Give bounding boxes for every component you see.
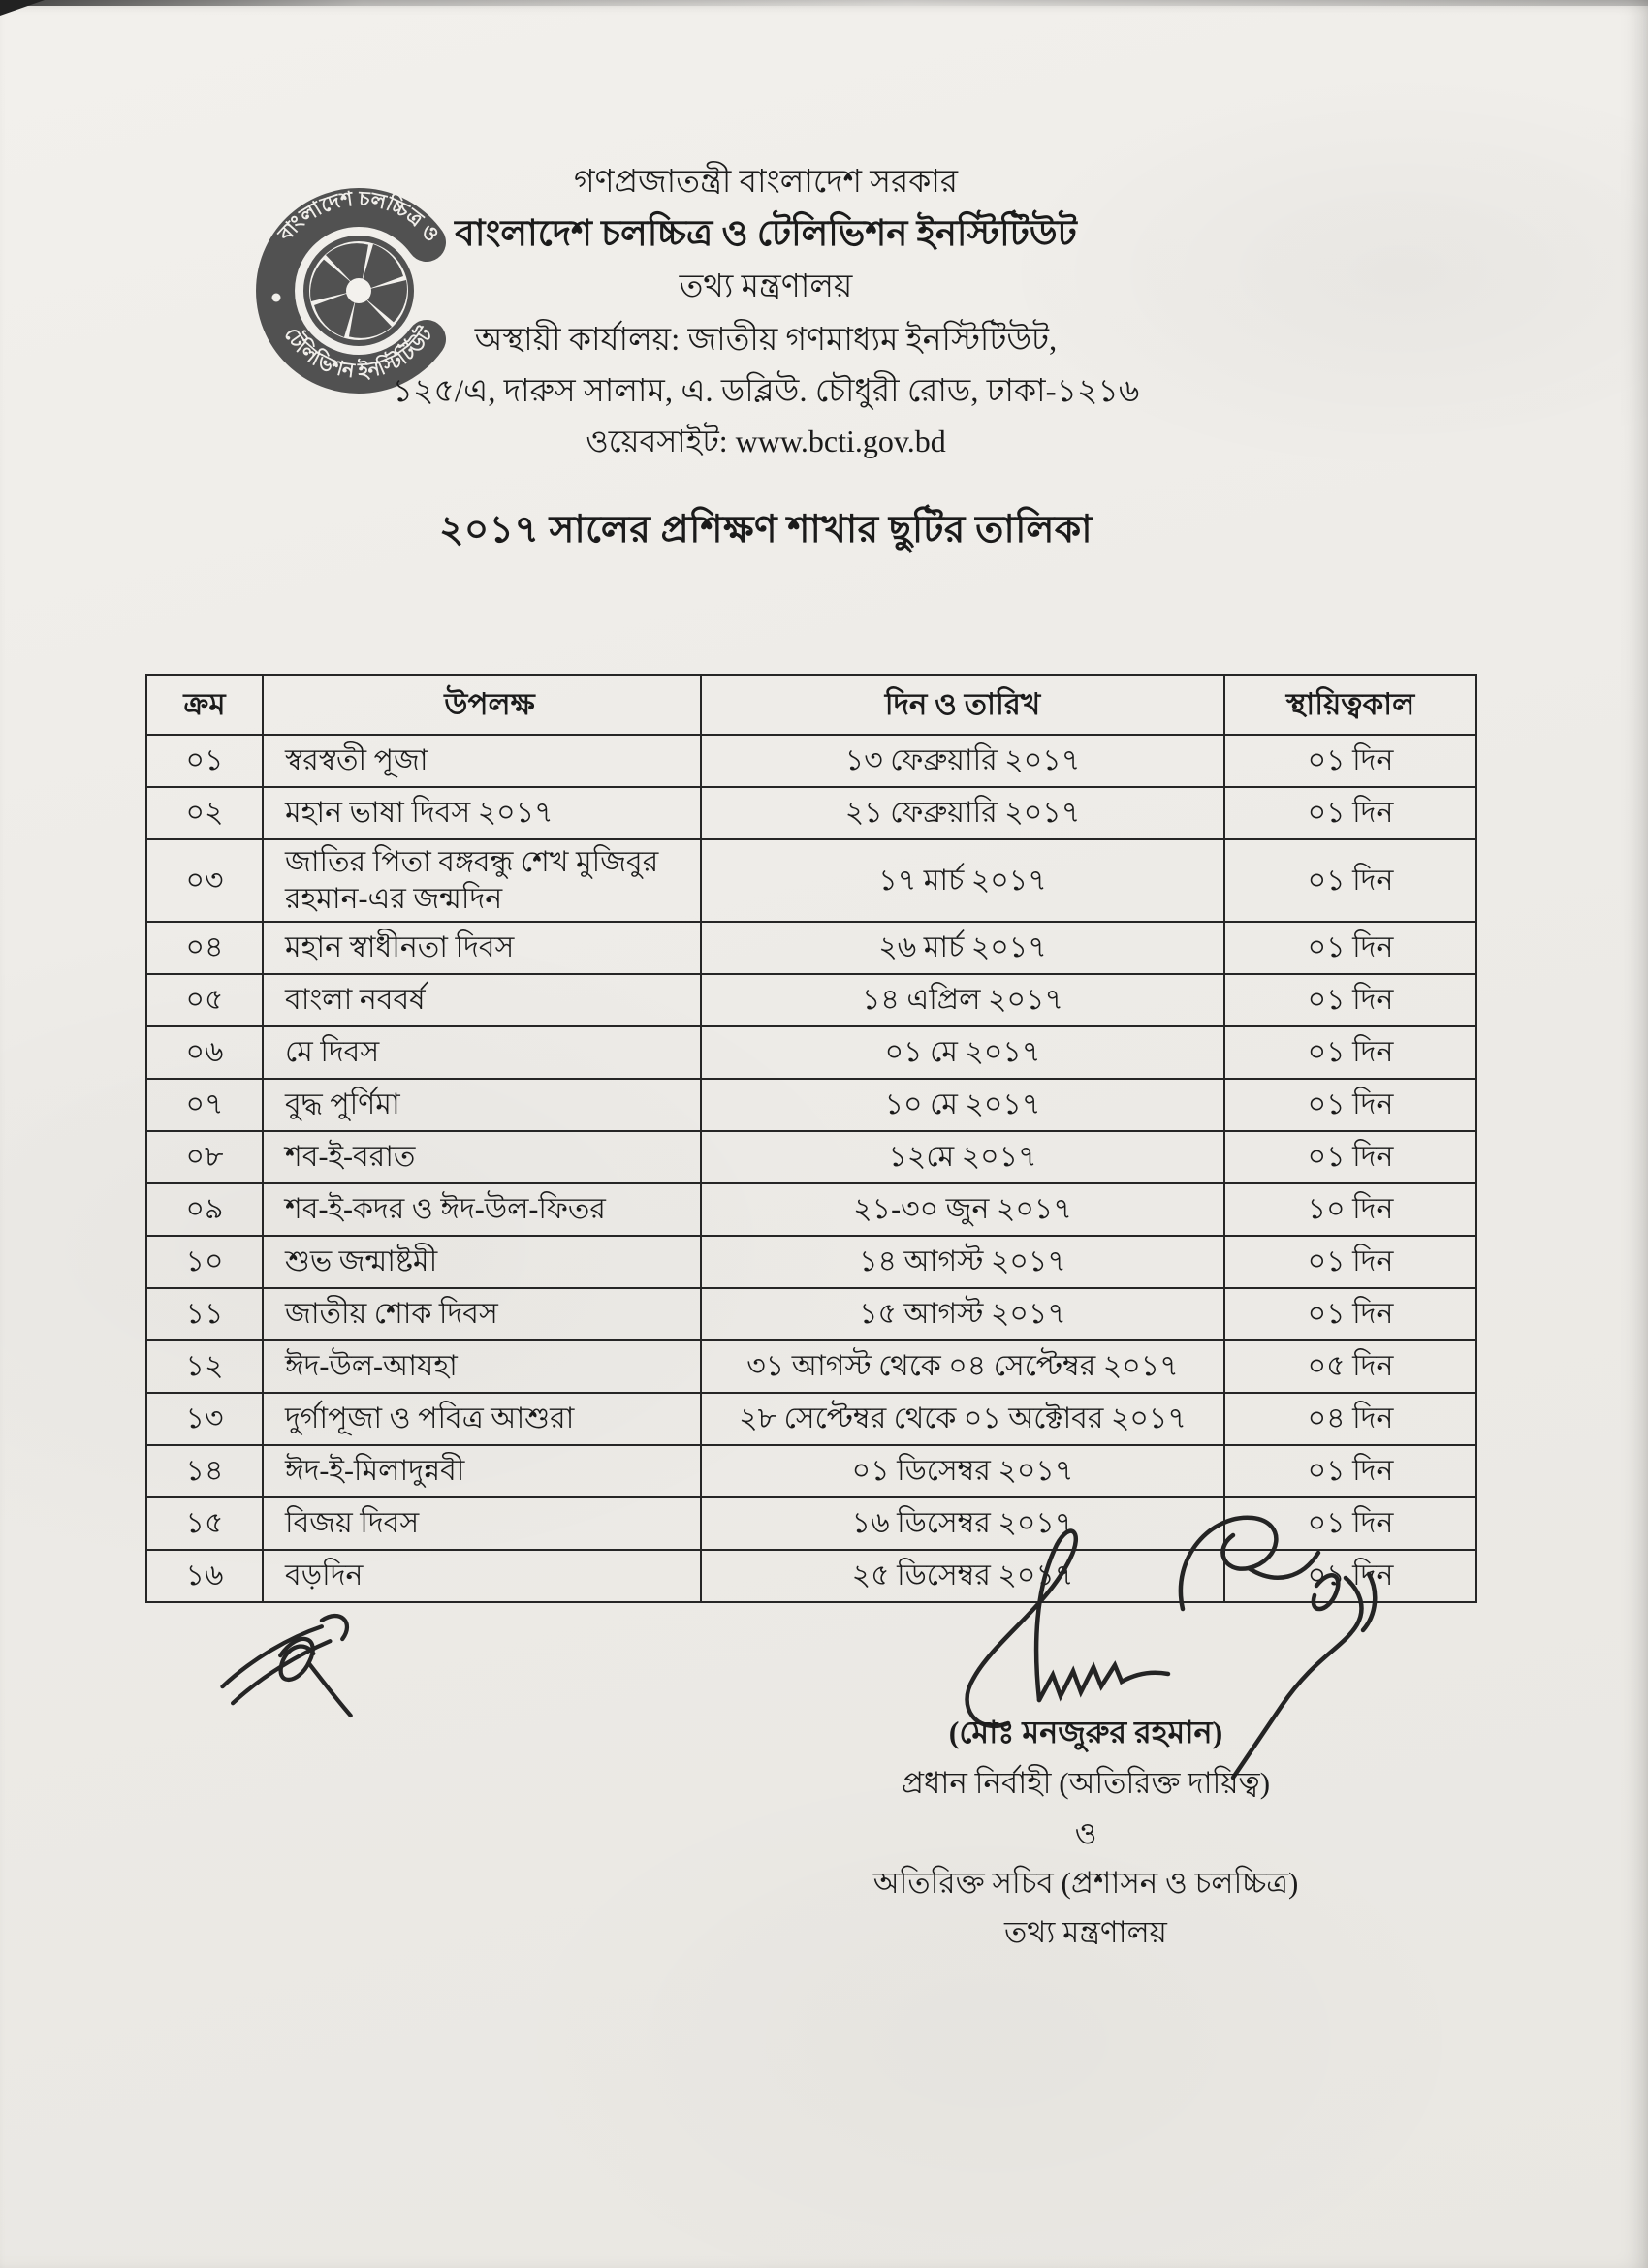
cell-occasion: বিজয় দিবস	[263, 1497, 701, 1550]
cell-serial: ০৩	[146, 839, 263, 922]
cell-serial: ১০	[146, 1236, 263, 1288]
cell-occasion: ঈদ-ই-মিলাদুন্নবী	[263, 1445, 701, 1497]
table-header-row	[146, 675, 1476, 735]
table-row	[146, 1026, 1476, 1079]
cell-duration: ০১ দিন	[1224, 1445, 1476, 1497]
cell-date: ০১ ডিসেম্বর ২০১৭	[701, 1445, 1224, 1497]
cell-serial: ১৪	[146, 1445, 263, 1497]
table-row	[146, 1183, 1476, 1236]
table-row	[146, 1288, 1476, 1340]
table-row	[146, 1340, 1476, 1393]
cell-serial: ১৬	[146, 1550, 263, 1602]
cell-duration: ০১ দিন	[1224, 1236, 1476, 1288]
cell-duration: ০১ দিন	[1224, 839, 1476, 922]
column-header-occasion: উপলক্ষ	[263, 675, 701, 735]
cell-occasion: বড়দিন	[263, 1550, 701, 1602]
table-body	[146, 735, 1476, 1602]
table-row	[146, 787, 1476, 839]
document-title: ২০১৭ সালের প্রশিক্ষণ শাখার ছুটির তালিকা	[438, 509, 1093, 551]
government-line: গণপ্রজাতন্ত্রী বাংলাদেশ সরকার	[573, 165, 959, 200]
cell-serial: ০১	[146, 735, 263, 787]
cell-duration: ০১ দিন	[1224, 922, 1476, 974]
cell-date: ২৬ মার্চ ২০১৭	[701, 922, 1224, 974]
cell-date: ২১ ফেব্রুয়ারি ২০১৭	[701, 787, 1224, 839]
cell-date: ৩১ আগস্ট থেকে ০৪ সেপ্টেম্বর ২০১৭	[701, 1340, 1224, 1393]
cell-date: ১৩ ফেব্রুয়ারি ২০১৭	[701, 735, 1224, 787]
scan-edge-artifact	[0, 0, 1648, 6]
cell-duration: ০১ দিন	[1224, 1026, 1476, 1079]
cell-date: ১৫ আগস্ট ২০১৭	[701, 1288, 1224, 1340]
cell-serial: ০২	[146, 787, 263, 839]
cell-date: ১০ মে ২০১৭	[701, 1079, 1224, 1131]
cell-duration: ০১ দিন	[1224, 1550, 1476, 1602]
table-row	[146, 974, 1476, 1026]
cell-date: ১৭ মার্চ ২০১৭	[701, 839, 1224, 922]
cell-date: ১৪ এপ্রিল ২০১৭	[701, 974, 1224, 1026]
table-row	[146, 1445, 1476, 1497]
cell-date: ১২মে ২০১৭	[701, 1131, 1224, 1183]
holiday-table	[145, 674, 1477, 1603]
cell-duration: ০১ দিন	[1224, 787, 1476, 839]
cell-occasion: মে দিবস	[263, 1026, 701, 1079]
seal-bottom-text: টেলিভিশন ইনস্টিটিউট	[279, 323, 438, 383]
table-row	[146, 1236, 1476, 1288]
cell-serial: ১৩	[146, 1393, 263, 1445]
cell-occasion: জাতীয় শোক দিবস	[263, 1288, 701, 1340]
cell-occasion: জাতির পিতা বঙ্গবন্ধু শেখ মুজিবুর রহমান-এর জন্মদিন	[263, 839, 701, 922]
cell-serial: ১২	[146, 1340, 263, 1393]
cell-duration: ০১ দিন	[1224, 1079, 1476, 1131]
cell-date: ২৫ ডিসেম্বর ২০১৭	[701, 1550, 1224, 1602]
column-header-serial: ক্রম	[146, 675, 263, 735]
cell-serial: ০৫	[146, 974, 263, 1026]
table-header	[146, 675, 1476, 735]
scan-corner-artifact	[0, 0, 45, 16]
ministry-line: তথ্য মন্ত্রণালয়	[679, 269, 853, 305]
cell-serial: ১১	[146, 1288, 263, 1340]
cell-serial: ০৭	[146, 1079, 263, 1131]
cell-occasion: মহান স্বাধীনতা দিবস	[263, 922, 701, 974]
cell-date: ১৬ ডিসেম্বর ২০১৭	[701, 1497, 1224, 1550]
cell-occasion: মহান ভাষা দিবস ২০১৭	[263, 787, 701, 839]
cell-serial: ০৯	[146, 1183, 263, 1236]
cell-date: ২১-৩০ জুন ২০১৭	[701, 1183, 1224, 1236]
signatory-designation2: অতিরিক্ত সচিব (প্রশাসন ও চলচ্চিত্র)	[872, 1865, 1299, 1900]
cell-duration: ১০ দিন	[1224, 1183, 1476, 1236]
table-row	[146, 1079, 1476, 1131]
cell-serial: ১৫	[146, 1497, 263, 1550]
cell-date: ১৪ আগস্ট ২০১৭	[701, 1236, 1224, 1288]
cell-occasion: শব-ই-কদর ও ঈদ-উল-ফিতর	[263, 1183, 701, 1236]
table-row	[146, 922, 1476, 974]
cell-occasion: শুভ জন্মাষ্টমী	[263, 1236, 701, 1288]
column-header-date: দিন ও তারিখ	[701, 675, 1224, 735]
website-line: ওয়েবসাইট: www.bcti.gov.bd	[586, 424, 946, 459]
cell-occasion: বুদ্ধ পুর্ণিমা	[263, 1079, 701, 1131]
cell-serial: ০৬	[146, 1026, 263, 1079]
office-line: অস্থায়ী কার্যালয়: জাতীয় গণমাধ্যম ইনস্টিটিউট,	[474, 323, 1058, 359]
table-row	[146, 735, 1476, 787]
institute-name: বাংলাদেশ চলচ্চিত্র ও টেলিভিশন ইনস্টিটিউট	[455, 213, 1077, 254]
cell-occasion: দুর্গাপূজা ও পবিত্র আশুরা	[263, 1393, 701, 1445]
signatory-conjunction: ও	[1074, 1815, 1097, 1850]
signatory-name: (মোঃ মনজুরুর রহমান)	[948, 1715, 1223, 1749]
address-line: ১২৫/এ, দারুস সালাম, এ. ডব্লিউ. চৌধুরী রোড, ঢাকা-১২১৬	[392, 374, 1140, 410]
cell-date: ০১ মে ২০১৭	[701, 1026, 1224, 1079]
table-row	[146, 1393, 1476, 1445]
cell-occasion: শব-ই-বরাত	[263, 1131, 701, 1183]
signatory-block	[756, 1714, 1415, 1964]
letterhead	[39, 165, 1493, 459]
cell-duration: ০১ দিন	[1224, 974, 1476, 1026]
cell-duration: ০১ দিন	[1224, 1497, 1476, 1550]
cell-duration: ০৪ দিন	[1224, 1393, 1476, 1445]
cell-serial: ০৮	[146, 1131, 263, 1183]
cell-occasion: ঈদ-উল-আযহা	[263, 1340, 701, 1393]
signatory-ministry: তথ্য মন্ত্রণালয়	[1004, 1914, 1167, 1949]
cell-serial: ০৪	[146, 922, 263, 974]
cell-duration: ০১ দিন	[1224, 1288, 1476, 1340]
cell-date: ২৮ সেপ্টেম্বর থেকে ০১ অক্টোবর ২০১৭	[701, 1393, 1224, 1445]
cell-occasion: স্বরস্বতী পূজা	[263, 735, 701, 787]
table-row	[146, 839, 1476, 922]
cell-occasion: বাংলা নববর্ষ	[263, 974, 701, 1026]
handwritten-initial-mark	[206, 1591, 380, 1747]
cell-duration: ০১ দিন	[1224, 735, 1476, 787]
seal-top-text: বাংলাদেশ চলচ্চিত্র ও	[273, 186, 444, 246]
column-header-duration: স্থায়িত্বকাল	[1224, 675, 1476, 735]
table-row	[146, 1131, 1476, 1183]
cell-duration: ০৫ দিন	[1224, 1340, 1476, 1393]
cell-duration: ০১ দিন	[1224, 1131, 1476, 1183]
signatory-designation1: প্রধান নির্বাহী (অতিরিক্ত দায়িত্ব)	[901, 1766, 1271, 1801]
